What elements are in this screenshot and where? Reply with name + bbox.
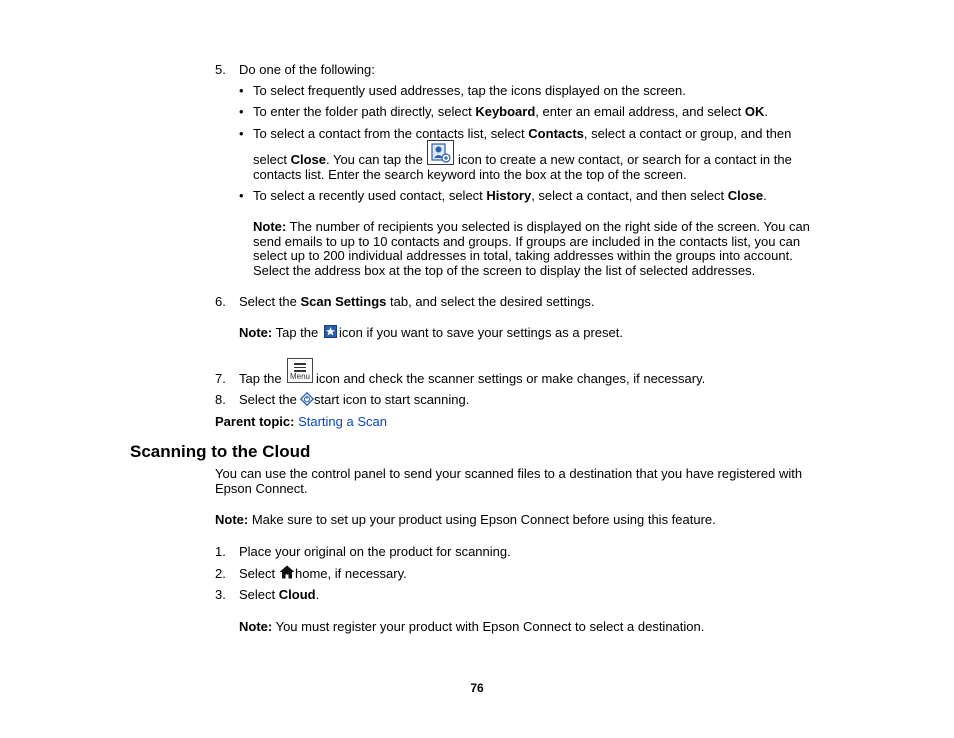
text-run: . (315, 587, 320, 602)
section-title: Scanning to the Cloud (130, 442, 311, 461)
note (239, 619, 704, 634)
step-number: 8. (215, 392, 226, 407)
text-run: To select a recently used contact, select (253, 188, 487, 203)
step-text: Select the (239, 392, 297, 407)
step-number: 5. (215, 62, 226, 77)
text-run: To enter the folder path directly, select (253, 104, 476, 119)
keyword: History (486, 188, 532, 203)
keyword: OK (744, 104, 765, 119)
intro-text: You can use the control panel to send your scanned files to a destination that you have registered with (215, 466, 803, 481)
bullet: • (239, 104, 244, 119)
step-text (239, 587, 319, 602)
note (239, 325, 318, 340)
keyword: Cloud (278, 587, 316, 602)
note-text: Select the address box at the top of the screen to display the list of selected addresses. (253, 263, 756, 278)
new-contact-icon (427, 140, 454, 165)
page-number: 76 (470, 681, 484, 695)
parent-topic-label: Parent topic: (215, 414, 295, 429)
parent-topic (215, 414, 387, 429)
home-icon (279, 565, 295, 579)
bullet: • (239, 83, 244, 98)
text-run: Select the (239, 294, 301, 309)
note-label: Note: (239, 619, 273, 634)
note (253, 219, 810, 234)
bullet-text-continued: contacts list. Enter the search keyword into the box at the top of the screen. (253, 167, 687, 182)
step-number: 3. (215, 587, 226, 602)
keyword: Close (290, 152, 326, 167)
note (215, 512, 716, 527)
menu-icon-label: Menu (289, 372, 310, 381)
bullet-text (253, 188, 767, 203)
bullet: • (239, 126, 244, 141)
bullet: • (239, 188, 244, 203)
bullet-text (253, 126, 791, 141)
step-text: icon and check the scanner settings or make changes, if necessary. (316, 371, 706, 386)
note-text: Make sure to set up your product using Epson Connect before using this feature. (248, 512, 716, 527)
step-text: Place your original on the product for scanning. (239, 544, 511, 559)
note-text: icon if you want to save your settings as a preset. (339, 325, 623, 340)
text-run: tab, and select the desired settings. (386, 294, 595, 309)
step-number: 7. (215, 371, 226, 386)
step-text: Select (239, 566, 276, 581)
note-label: Note: (239, 325, 273, 340)
step-text (239, 294, 595, 309)
text-run: . (763, 188, 767, 203)
text-run: Select (239, 587, 279, 602)
step-number: 6. (215, 294, 226, 309)
step-number: 1. (215, 544, 226, 559)
text-run: To select a contact from the contacts list, select (253, 126, 529, 141)
note-text: Tap the (272, 325, 319, 340)
bullet-text-continued (253, 152, 423, 167)
note-label: Note: (253, 219, 287, 234)
text-run: , select a contact or group, and then (583, 126, 792, 141)
step-text: start icon to start scanning. (314, 392, 470, 407)
step-text: Tap the (239, 371, 282, 386)
keyword: Keyboard (475, 104, 536, 119)
text-run: , enter an email address, and select (535, 104, 745, 119)
menu-icon (287, 358, 313, 383)
intro-text: Epson Connect. (215, 481, 308, 496)
text-run: select (253, 152, 291, 167)
bullet-text (253, 104, 768, 119)
note-text: send emails to up to 10 contacts and groups. If groups are included in the contacts list, you can (253, 234, 801, 249)
text-run: . (764, 104, 768, 119)
preset-star-icon (324, 325, 337, 338)
keyword: Scan Settings (300, 294, 387, 309)
step-text: Do one of the following: (239, 62, 375, 77)
parent-topic-link[interactable]: Starting a Scan (298, 414, 387, 429)
note-text: You must register your product with Epson Connect to select a destination. (272, 619, 705, 634)
note-text: select up to 200 individual addresses in total, taking addresses within the groups into account. (253, 248, 793, 263)
step-number: 2. (215, 566, 226, 581)
start-icon (300, 392, 314, 406)
bullet-text: To select frequently used addresses, tap the icons displayed on the screen. (253, 83, 686, 98)
text-run: . You can tap the (325, 152, 423, 167)
bullet-text-continued: icon to create a new contact, or search for a contact in the (458, 152, 792, 167)
note-text: The number of recipients you selected is displayed on the right side of the screen. You can (286, 219, 810, 234)
keyword: Close (727, 188, 764, 203)
note-label: Note: (215, 512, 249, 527)
keyword: Contacts (528, 126, 584, 141)
text-run: , select a contact, and then select (531, 188, 728, 203)
step-text: home, if necessary. (295, 566, 407, 581)
section-heading (130, 442, 310, 462)
